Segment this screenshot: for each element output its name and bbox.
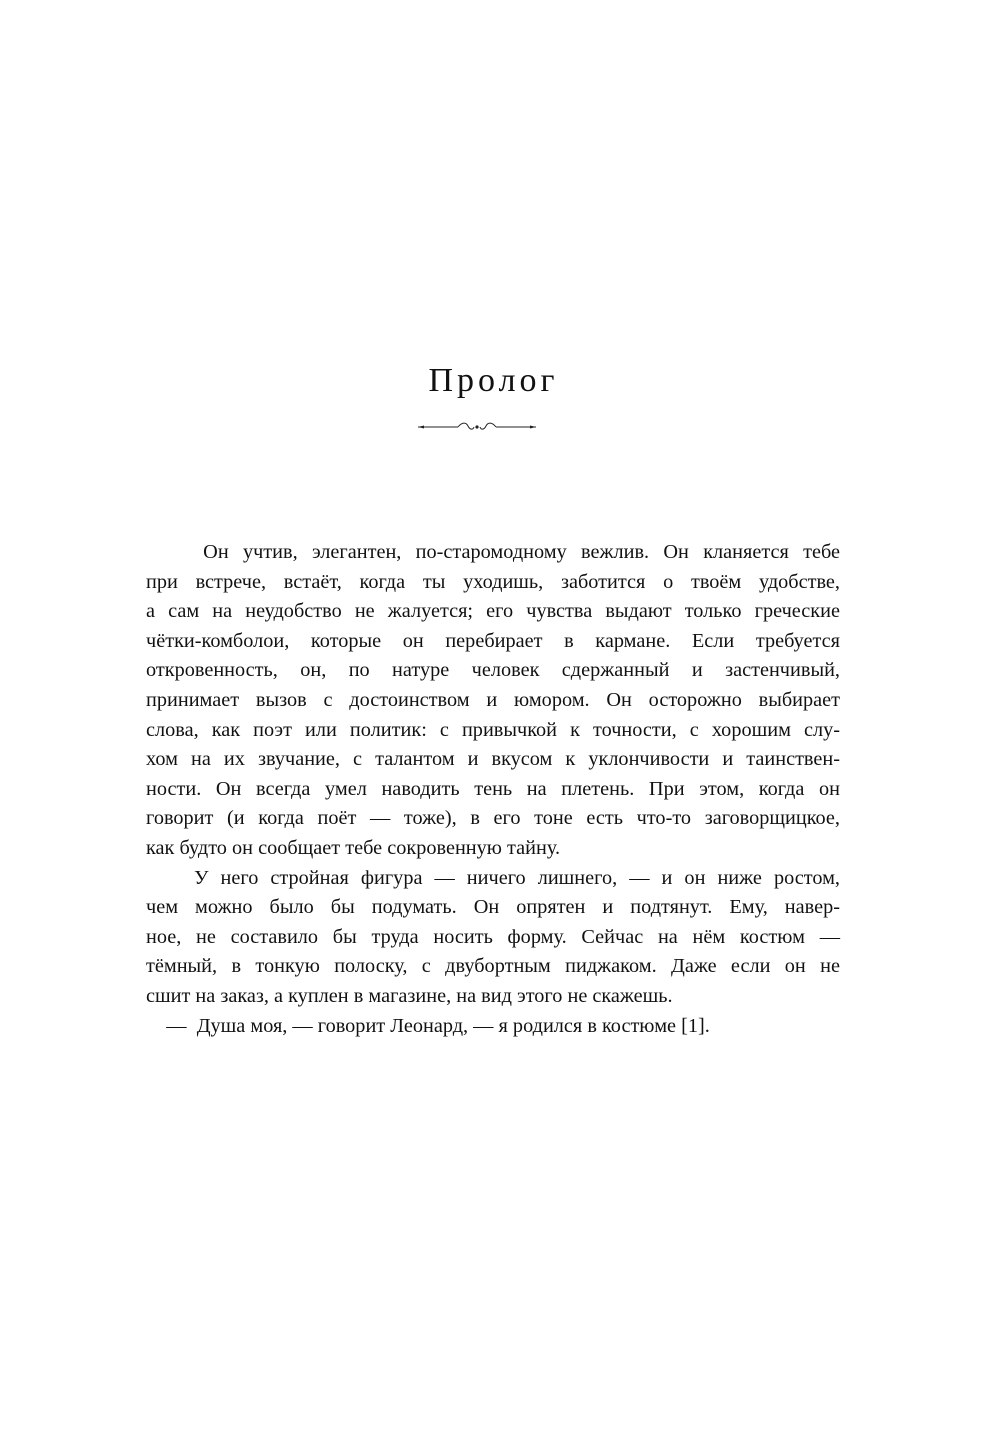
text-line: чётки-комболои, которые он перебирает в кармане. Если требуется (146, 629, 840, 652)
chapter-title: Пролог (428, 362, 559, 399)
text-line: слова, как поэт или политик: с привычкой к точности, с хорошим слу- (146, 718, 840, 741)
flourish-divider-icon (416, 418, 538, 436)
text-line: тёмный, в тонкую полоску, с двубортным пиджаком. Даже если он не (146, 955, 840, 978)
text-line: откровенность, он, по натуре человек сдержанный и застенчивый, (146, 659, 840, 682)
text-line: а сам на неудобство не жалуется; его чувства выдают только греческие (146, 600, 840, 623)
text-line: как будто он сообщает тебе сокровенную тайну. (146, 836, 561, 859)
paragraph-2 (146, 864, 840, 1012)
text-line: ное, не составило бы труда носить форму. Сейчас на нём костюм — (146, 925, 840, 948)
prologue-text (146, 538, 840, 1041)
text-line: — Душа моя, — говорит Леонард, — я родился в костюме [1]. (146, 1014, 710, 1037)
text-line: Он учтив, элегантен, по-старомодному вежлив. Он кланяется тебе (146, 541, 840, 563)
text-line: хом на их звучание, с талантом и вкусом к уклончивости и таинствен- (146, 748, 840, 771)
paragraph-3 (146, 1012, 840, 1042)
text-line: сшит на заказ, а куплен в магазине, на вид этого не скажешь. (146, 984, 673, 1007)
text-line: ности. Он всегда умел наводить тень на плетень. При этом, когда он (146, 777, 840, 800)
text-line: У него стройная фигура — ничего лишнего, — и он ниже ростом, (146, 866, 840, 889)
text-line: говорит (и когда поёт — тоже), в его тоне есть что-то заговорщицкое, (146, 807, 840, 830)
text-line: при встрече, встаёт, когда ты уходишь, заботится о твоём удобстве, (146, 570, 840, 593)
text-line: принимает вызов с достоинством и юмором. Он осторожно выбирает (146, 688, 840, 711)
paragraph-1 (146, 538, 840, 864)
text-line: чем можно было бы подумать. Он опрятен и подтянут. Ему, навер- (146, 896, 840, 919)
